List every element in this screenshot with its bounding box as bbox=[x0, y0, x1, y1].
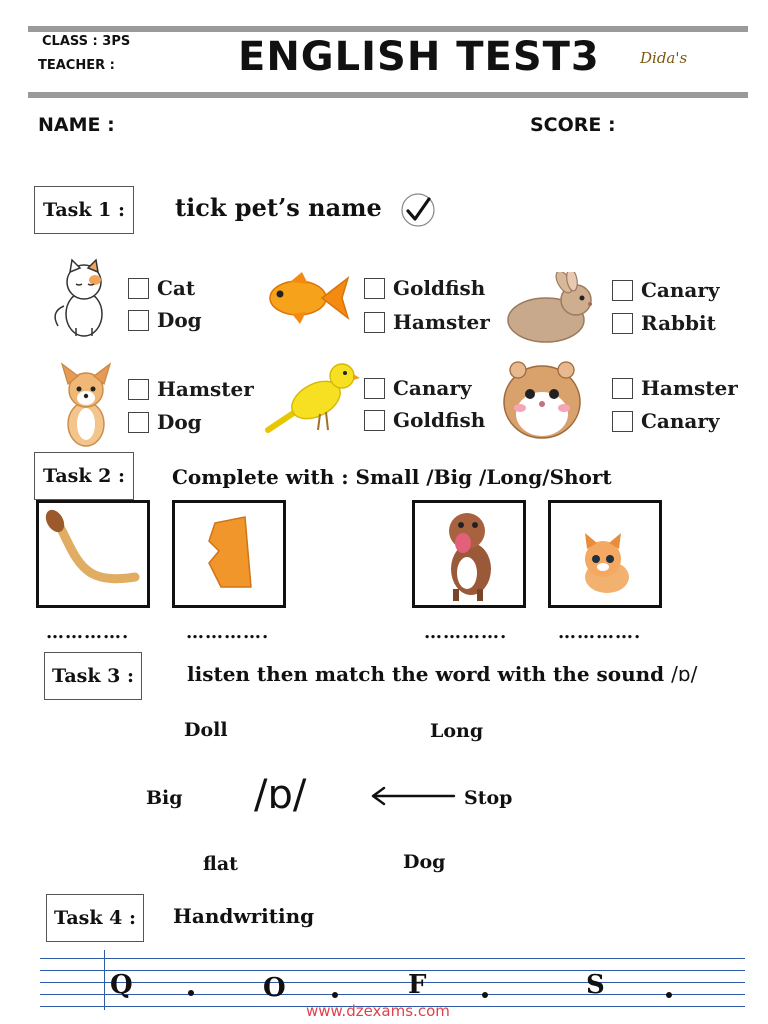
word-long[interactable]: Long bbox=[430, 720, 484, 742]
checkbox[interactable] bbox=[128, 379, 149, 400]
picture-frame-big-dog bbox=[412, 500, 526, 608]
word-flat[interactable]: flat bbox=[203, 853, 238, 875]
dot-icon bbox=[482, 992, 488, 998]
canary-icon bbox=[264, 360, 360, 436]
checkbox[interactable] bbox=[612, 313, 633, 334]
option-label: Dog bbox=[157, 308, 202, 332]
dot-icon bbox=[666, 992, 672, 998]
picture-frame-long-tail bbox=[36, 500, 150, 608]
rabbit-icon bbox=[500, 272, 600, 346]
option-label: Goldfish bbox=[393, 276, 486, 300]
task3-instruction-text: listen then match the word with the sound bbox=[187, 662, 665, 686]
logo-text: Dida's bbox=[640, 49, 688, 67]
cat-icon bbox=[50, 258, 120, 338]
option-rabbit[interactable] bbox=[612, 311, 716, 335]
picture-frame-short-tail bbox=[172, 500, 286, 608]
option-canary[interactable] bbox=[612, 278, 720, 302]
option-goldfish[interactable] bbox=[364, 408, 485, 432]
logo bbox=[640, 48, 687, 67]
dog-icon bbox=[56, 362, 116, 448]
option-hamster[interactable] bbox=[128, 377, 254, 401]
task2-label: Task 2 : bbox=[34, 452, 134, 500]
tick-icon bbox=[400, 192, 436, 228]
task3-sound-inline: /ɒ/ bbox=[671, 662, 698, 686]
word-dog[interactable]: Dog bbox=[403, 851, 446, 873]
checkbox[interactable] bbox=[612, 280, 633, 301]
writing-line bbox=[40, 982, 745, 983]
long-tail-icon bbox=[39, 503, 147, 605]
option-canary[interactable] bbox=[364, 376, 472, 400]
option-hamster[interactable] bbox=[612, 376, 738, 400]
option-label: Cat bbox=[157, 276, 196, 300]
option-label: Goldfish bbox=[393, 408, 486, 432]
checkbox[interactable] bbox=[612, 378, 633, 399]
checkbox[interactable] bbox=[128, 412, 149, 433]
margin-line bbox=[104, 950, 105, 1010]
handwriting-letter: O bbox=[263, 973, 286, 1003]
checkbox[interactable] bbox=[128, 278, 149, 299]
option-hamster[interactable] bbox=[364, 310, 490, 334]
option-label: Dog bbox=[157, 410, 202, 434]
picture-frame-small-cat bbox=[548, 500, 662, 608]
task4-label: Task 4 : bbox=[46, 894, 144, 942]
word-doll[interactable]: Doll bbox=[184, 719, 228, 741]
handwriting-letter: S bbox=[586, 970, 605, 1000]
option-label: Rabbit bbox=[641, 311, 716, 335]
word-big[interactable]: Big bbox=[146, 787, 183, 809]
sound-symbol: /ɒ/ bbox=[254, 772, 307, 818]
option-cat[interactable] bbox=[128, 276, 195, 300]
checkbox[interactable] bbox=[364, 410, 385, 431]
option-canary[interactable] bbox=[612, 409, 720, 433]
word-stop[interactable]: Stop bbox=[464, 787, 513, 809]
checkbox[interactable] bbox=[612, 411, 633, 432]
option-label: Canary bbox=[393, 376, 472, 400]
task1-instruction: tick pet’s name bbox=[175, 193, 382, 222]
class-label: CLASS : 3PS bbox=[42, 34, 131, 49]
blank-3[interactable]: …………. bbox=[424, 622, 508, 643]
page-title: ENGLISH TEST3 bbox=[238, 34, 600, 80]
dot-icon bbox=[188, 990, 194, 996]
writing-line bbox=[40, 970, 745, 971]
writing-line bbox=[40, 994, 745, 995]
short-tail-icon bbox=[175, 503, 283, 605]
score-label: SCORE : bbox=[530, 114, 616, 136]
option-goldfish[interactable] bbox=[364, 276, 485, 300]
blank-2[interactable]: …………. bbox=[186, 622, 270, 643]
big-dog-icon bbox=[415, 503, 523, 605]
dot-icon bbox=[332, 992, 338, 998]
checkbox[interactable] bbox=[128, 310, 149, 331]
task1-label: Task 1 : bbox=[34, 186, 134, 234]
header-top-bar bbox=[28, 26, 748, 32]
option-dog[interactable] bbox=[128, 308, 202, 332]
blank-4[interactable]: …………. bbox=[558, 622, 642, 643]
goldfish-icon bbox=[262, 270, 352, 326]
checkbox[interactable] bbox=[364, 278, 385, 299]
handwriting-letter: Q bbox=[110, 970, 133, 1000]
task3-instruction bbox=[187, 662, 697, 686]
arrow-left-icon bbox=[368, 786, 458, 806]
writing-line bbox=[40, 958, 745, 959]
header-bottom-bar bbox=[28, 92, 748, 98]
checkbox[interactable] bbox=[364, 312, 385, 333]
task2-instruction: Complete with : Small /Big /Long/Short bbox=[172, 465, 612, 489]
option-label: Hamster bbox=[157, 377, 254, 401]
option-dog[interactable] bbox=[128, 410, 202, 434]
handwriting-letter: F bbox=[408, 970, 427, 1000]
task4-instruction: Handwriting bbox=[173, 904, 315, 928]
option-label: Hamster bbox=[393, 310, 490, 334]
small-cat-icon bbox=[551, 503, 659, 605]
option-label: Hamster bbox=[641, 376, 738, 400]
option-label: Canary bbox=[641, 278, 720, 302]
watermark: www.dzexams.com bbox=[306, 1002, 450, 1020]
hamster-icon bbox=[500, 356, 584, 442]
option-label: Canary bbox=[641, 409, 720, 433]
name-label: NAME : bbox=[38, 114, 115, 136]
checkbox[interactable] bbox=[364, 378, 385, 399]
blank-1[interactable]: …………. bbox=[46, 622, 130, 643]
task3-label: Task 3 : bbox=[44, 652, 142, 700]
teacher-label: TEACHER : bbox=[38, 58, 115, 73]
